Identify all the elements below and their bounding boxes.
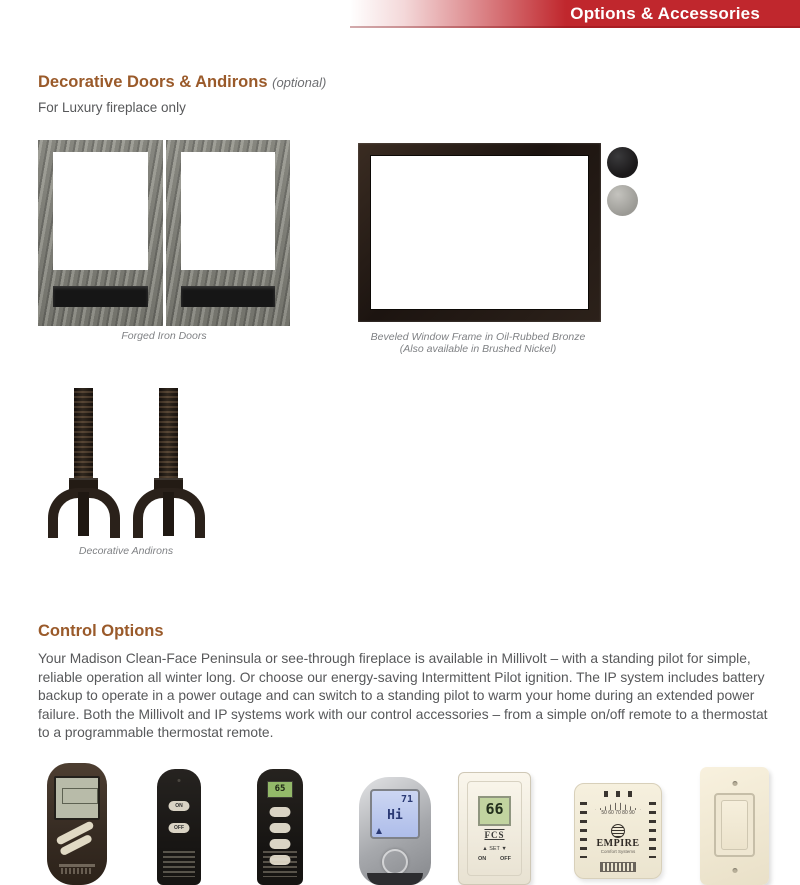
doors-section-heading [38, 73, 326, 92]
thermostat-buttons: ▲ SET ▼ [482, 846, 507, 852]
thermostat-faceplate [467, 781, 522, 876]
screw-icon [732, 781, 737, 786]
thermostat-vents-top [604, 791, 632, 797]
frame-caption [330, 331, 626, 355]
on-button: ON [169, 801, 190, 811]
door-glass-panel [53, 152, 148, 270]
oil-rubbed-bronze-swatch [607, 147, 638, 178]
off-button: OFF [169, 823, 190, 833]
thermostat-onoff-labels [478, 856, 511, 862]
beveled-window-frame-image [358, 143, 601, 322]
thermostat-slider [600, 862, 636, 872]
wall-thermostat-image [458, 772, 531, 885]
doors-section-subheading: For Luxury fireplace only [38, 100, 186, 115]
brushed-nickel-swatch [607, 185, 638, 216]
remote-brand-mark [59, 864, 95, 867]
remote-led [178, 779, 181, 782]
remote-label [163, 851, 195, 877]
forged-door-right [166, 140, 291, 326]
rocker-switch [721, 800, 748, 850]
remote-lcd-temp: 65 [267, 781, 293, 798]
dial-labels: 50 60 70 80 90 [601, 810, 635, 816]
empire-brand-text: EMPIRE [596, 838, 640, 849]
frame-caption-line2: (Also available in Brushed Nickel) [399, 343, 557, 355]
thermostat-lcd: 66 [478, 796, 511, 826]
remote-base [367, 873, 423, 885]
door-bottom-vent [181, 286, 276, 307]
thermostat-on-label: ON [478, 856, 487, 862]
control-section-heading: Control Options [38, 622, 164, 640]
decorative-andirons-image [45, 388, 207, 540]
remote-brand-text [61, 868, 93, 874]
lcd-mode-readout: Hi [387, 808, 403, 823]
page-title: Options & Accessories [570, 4, 760, 23]
remote-button [270, 823, 291, 833]
thermostat-vent-left [580, 802, 587, 858]
thermostat-remote-image [257, 769, 303, 885]
dial-ticks [595, 802, 641, 810]
andiron-right [130, 388, 207, 540]
remote-label [263, 851, 297, 877]
lcd-segment [62, 788, 98, 804]
wall-switch-image [700, 767, 769, 885]
thermostat-off-label: OFF [500, 856, 511, 862]
andiron-post [159, 388, 178, 490]
forged-doors-caption: Forged Iron Doors [121, 330, 207, 342]
doors-section-heading-text: Decorative Doors & Andirons [38, 73, 268, 91]
thermostat-brand: FCS [484, 830, 505, 840]
andiron-left [45, 388, 122, 540]
forged-iron-doors-image [38, 140, 290, 326]
andiron-post [74, 388, 93, 490]
programmable-remote-image [359, 777, 431, 885]
onoff-remote-image [157, 769, 201, 885]
remote-round-button [382, 849, 408, 875]
screw-icon [732, 868, 737, 873]
lcd-temp-readout: 71 [400, 794, 413, 805]
empire-globe-icon [611, 824, 625, 838]
andiron-front-leg [163, 492, 174, 536]
empire-sub-brand: Comfort Systems [600, 849, 636, 854]
control-section-body: Your Madison Clean-Face Peninsula or see-through fireplace is available in Millivolt – with a standing pilot for simple, reliable operation all winter long. Or choose our energy-saving Intermittent Pilot ignition. The IP system includes battery backup to operate in a power outage and can switch to a standing pilot to warm your home during an extended power failure. Both the Millivolt and IP systems work with our control accessories – from a simple on/off remote to a thermostat to a programmable thermostat remote. [38, 651, 768, 741]
frame-caption-line1: Beveled Window Frame in Oil-Rubbed Bronze [370, 331, 586, 343]
andiron-front-leg [78, 492, 89, 536]
andirons-caption: Decorative Andirons [78, 545, 174, 557]
frame-glass-panel [371, 156, 588, 309]
page-header-bar [350, 0, 800, 28]
door-glass-panel [181, 152, 276, 270]
empire-thermostat-image [574, 783, 662, 879]
remote-button [270, 839, 291, 849]
forged-door-left [38, 140, 163, 326]
doors-section-heading-note: (optional) [272, 75, 327, 90]
remote-lcd-screen [54, 776, 100, 820]
thermostat-vent-right [649, 802, 656, 858]
door-bottom-vent [53, 286, 148, 307]
lcd-remote-image [47, 763, 107, 885]
remote-lcd-screen [370, 789, 420, 839]
switch-bezel [714, 793, 755, 857]
remote-button [270, 807, 291, 817]
flame-icon [376, 828, 382, 834]
